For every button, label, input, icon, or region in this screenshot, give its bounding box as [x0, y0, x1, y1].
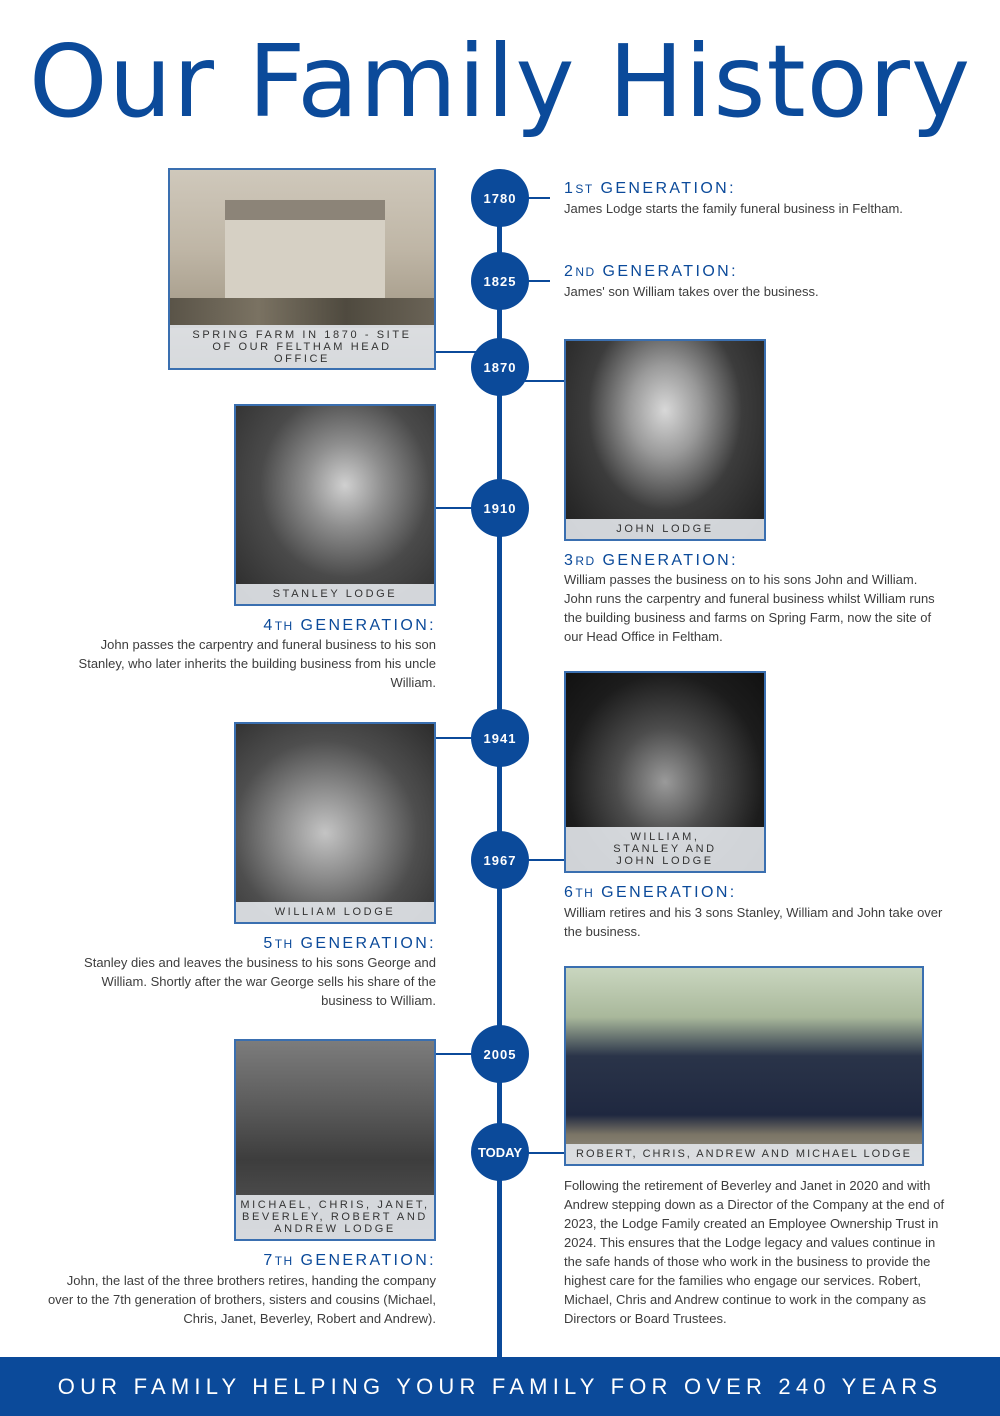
generation-3-text: William passes the business on to his sons John and William. John runs the carpentry and funeral business whilst William runs the building business and farms on Spring Farm, now the site of our Head Office in Feltham.	[564, 572, 935, 644]
photo-caption: WILLIAM, STANLEY AND JOHN LODGE	[566, 827, 764, 871]
generation-5-text: Stanley dies and leaves the business to his sons George and William. Shortly after the war George sells his share of the business to William.	[84, 955, 436, 1008]
photo-caption: MICHAEL, CHRIS, JANET, BEVERLEY, ROBERT AND ANDREW LODGE	[236, 1195, 434, 1239]
generation-1-title	[564, 180, 736, 198]
ordinal-number: 2	[564, 263, 576, 280]
ordinal-number: 6	[564, 884, 576, 901]
photo-caption: WILLIAM LODGE	[236, 902, 434, 922]
year-node-today: TODAY	[471, 1123, 529, 1181]
year-node-2005: 2005	[471, 1025, 529, 1083]
ordinal-suffix: TH	[575, 886, 595, 900]
generation-label: GENERATION:	[300, 1252, 436, 1269]
generation-6-text: William retires and his 3 sons Stanley, William and John take over the business.	[564, 905, 943, 939]
connector-1967	[524, 859, 565, 861]
ordinal-suffix: TH	[274, 1254, 294, 1268]
footer-tagline: OUR FAMILY HELPING YOUR FAMILY FOR OVER 240 YEARS	[0, 1357, 1000, 1416]
ordinal-number: 5	[263, 935, 275, 952]
connector-1941	[436, 737, 476, 739]
generation-2-title	[564, 263, 738, 281]
today-text: Following the retirement of Beverley and Janet in 2020 and with Andrew stepping down as a Director of the Company at the end of 2023, the Lodge Family created an Employee Ownership Trust in 2024. This ensures that the Lodge legacy and values continue in the safe hands of those who work in the business to provide the highest care for the families who engage our services. Robert, Michael, Chris and Andrew continue to work in the company as Directors or Board Trustees.	[564, 1178, 945, 1326]
generation-1-text: James Lodge starts the family funeral business in Feltham.	[564, 201, 903, 216]
photo-caption: JOHN LODGE	[566, 519, 764, 539]
ordinal-suffix: ST	[575, 182, 594, 196]
connector-1910	[436, 507, 476, 509]
year-node-1941: 1941	[471, 709, 529, 767]
ordinal-number: 4	[263, 617, 275, 634]
generation-3-title	[564, 552, 738, 570]
connector-1870-right	[524, 380, 565, 382]
generation-label: GENERATION:	[602, 552, 738, 569]
ordinal-suffix: RD	[575, 554, 596, 568]
photo-john-lodge	[564, 339, 766, 541]
connector-today	[524, 1152, 565, 1154]
year-node-1967: 1967	[471, 831, 529, 889]
generation-label: GENERATION:	[600, 180, 736, 197]
photo-today	[564, 966, 924, 1166]
generation-4-text: John passes the carpentry and funeral business to his son Stanley, who later inherits the building business from his uncle William.	[78, 637, 436, 690]
ordinal-number: 3	[564, 552, 576, 569]
photo-stanley-lodge	[234, 404, 436, 606]
photo-three-brothers	[564, 671, 766, 873]
stanley-lodge-image	[236, 406, 434, 604]
ordinal-number: 1	[564, 180, 576, 197]
ordinal-suffix: TH	[274, 619, 294, 633]
connector-1870-left	[436, 351, 476, 353]
today-image	[566, 968, 922, 1164]
generation-label: GENERATION:	[601, 884, 737, 901]
generation-7-title	[263, 1252, 436, 1270]
year-node-1780: 1780	[471, 169, 529, 227]
connector-1780	[528, 197, 550, 199]
generation-label: GENERATION:	[300, 935, 436, 952]
william-lodge-image	[236, 724, 434, 922]
photo-spring-farm	[168, 168, 436, 370]
year-node-1910: 1910	[471, 479, 529, 537]
generation-5-title	[263, 935, 436, 953]
connector-1825	[528, 280, 550, 282]
photo-caption: SPRING FARM IN 1870 - SITE OF OUR FELTHAM HEAD OFFICE	[170, 325, 434, 368]
generation-2-text: James' son William takes over the business.	[564, 284, 819, 299]
generation-6-title	[564, 884, 737, 902]
ordinal-suffix: ND	[575, 265, 596, 279]
photo-william-lodge	[234, 722, 436, 924]
generation-label: GENERATION:	[602, 263, 738, 280]
page-title: Our Family History	[28, 23, 972, 140]
generation-4-title	[263, 617, 436, 635]
ordinal-number: 7	[263, 1252, 275, 1269]
generation-label: GENERATION:	[300, 617, 436, 634]
photo-caption: ROBERT, CHRIS, ANDREW AND MICHAEL LODGE	[566, 1144, 922, 1164]
photo-caption: STANLEY LODGE	[236, 584, 434, 604]
photo-seventh-generation	[234, 1039, 436, 1241]
year-node-1870: 1870	[471, 338, 529, 396]
connector-2005	[436, 1053, 476, 1055]
year-node-1825: 1825	[471, 252, 529, 310]
john-lodge-image	[566, 341, 764, 539]
generation-7-text: John, the last of the three brothers retires, handing the company over to the 7th generation of brothers, sisters and cousins (Michael, Chris, Janet, Beverley, Robert and Andrew).	[47, 1273, 436, 1326]
ordinal-suffix: TH	[274, 937, 294, 951]
